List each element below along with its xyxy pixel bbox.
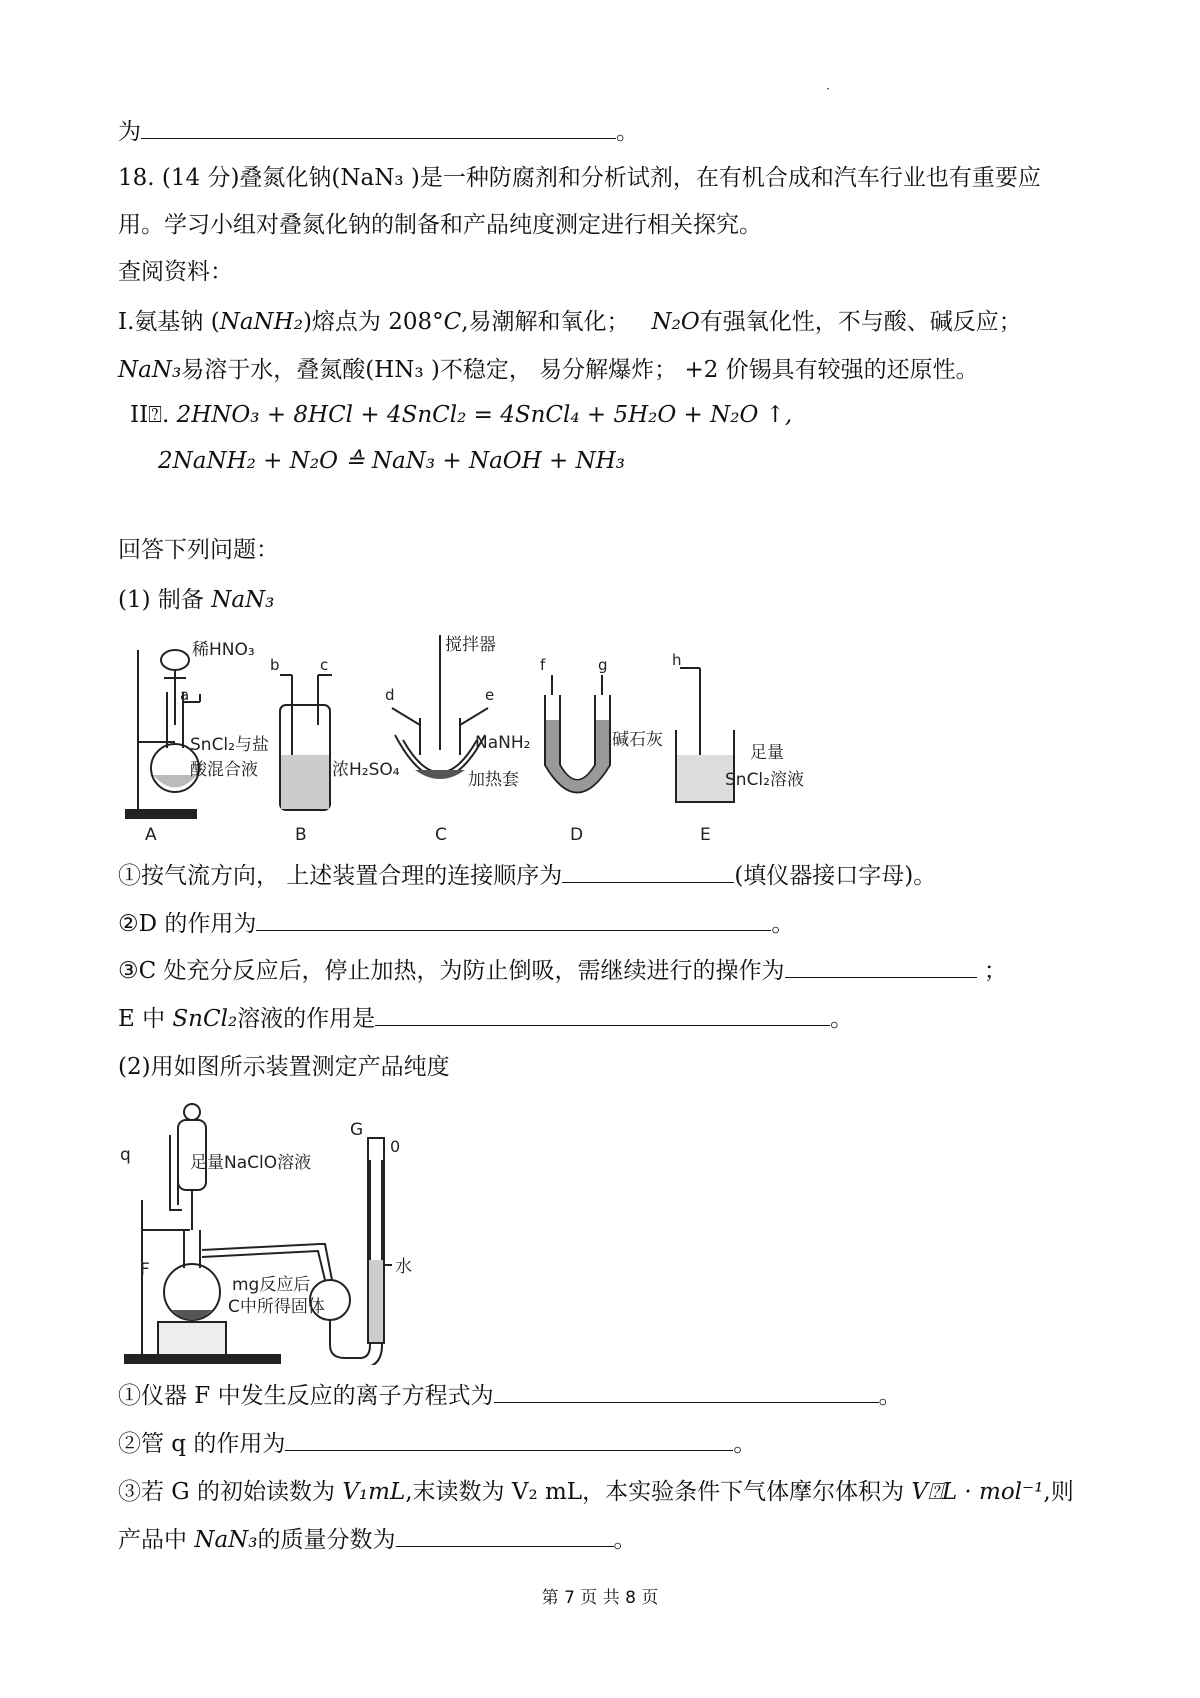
label-dilute-hno3: 稀HNO₃	[192, 640, 255, 660]
label-B: B	[295, 825, 307, 845]
part-2-question-3-line2: 产品中 NaN₃的质量分数为 。	[118, 1524, 637, 1555]
answer-blank-mass-fraction[interactable]	[396, 1524, 614, 1547]
port-e: e	[485, 686, 495, 704]
answer-prompt: 回答下列问题：	[118, 537, 279, 563]
label-solid-2: C中所得固体	[228, 1297, 325, 1317]
part-1-heading: (1) 制备 NaN₃	[118, 587, 275, 613]
part-1-question-2: ②D 的作用为 。	[118, 908, 794, 939]
label-naclo-solution: 足量NaClO溶液	[190, 1153, 312, 1173]
reference-item-2-eq2: 2NaNH₂ + N₂O ≙ NaN₃ + NaOH + NH₃	[158, 448, 625, 474]
purity-apparatus-figure	[120, 1100, 480, 1365]
answer-blank-ionic-equation[interactable]	[494, 1380, 879, 1403]
label-excess: 足量	[750, 743, 784, 763]
reference-item-1-line2: NaN₃易溶于水，叠氮酸(HN₃ )不稳定， 易分解爆炸； +2 价锡具有较强的还原性。	[118, 357, 979, 383]
answer-blank-connection-order[interactable]	[562, 860, 734, 883]
answer-blank-d-role[interactable]	[256, 908, 771, 931]
label-solid-1: mg反应后	[232, 1275, 311, 1295]
answer-blank-tube-q-role[interactable]	[285, 1428, 733, 1451]
port-h: h	[672, 651, 682, 669]
port-g: g	[598, 656, 608, 674]
reference-item-2-eq1: II⍰. 2HNO₃ + 8HCl + 4SnCl₂ = 4SnCl₄ + 5H₂O + N₂O ↑,	[130, 402, 793, 428]
part-1-question-1: ①按气流方向， 上述装置合理的连接顺序为 (填仪器接口字母)。	[118, 860, 936, 891]
port-a: a	[180, 686, 190, 704]
label-F: F	[140, 1260, 150, 1280]
label-E: E	[700, 825, 711, 845]
label-A: A	[145, 825, 157, 845]
part-1-question-3: ③C 处充分反应后，停止加热，为防止倒吸，需继续进行的操作为 ；	[118, 955, 1007, 986]
label-heating-mantle: 加热套	[468, 770, 519, 790]
label-G: G	[350, 1120, 364, 1140]
part-1-question-4: E 中 SnCl₂溶液的作用是 。	[118, 1003, 853, 1034]
answer-blank-sncl2-role[interactable]	[375, 1003, 830, 1026]
page-number-footer: 第 7 页 共 8 页	[541, 1588, 659, 1608]
port-f: f	[540, 656, 546, 674]
label-sncl2-mix-2: 酸混合液	[190, 760, 258, 780]
stray-dot: ·	[826, 82, 830, 96]
label-sncl2-solution: SnCl₂溶液	[725, 770, 804, 790]
label-conc-h2so4: 浓H₂SO₄	[332, 760, 400, 780]
preparation-apparatus-figure	[120, 630, 900, 845]
question-18-stem-line1: 18. (14 分)叠氮化钠(NaN₃ )是一种防腐剂和分析试剂，在有机合成和汽车行业也有重要应	[118, 165, 1041, 191]
label-sncl2-mix-1: SnCl₂与盐	[190, 735, 269, 755]
label-water: 水	[395, 1257, 412, 1277]
part-2-heading: (2)用如图所示装置测定产品纯度	[118, 1054, 450, 1080]
part-2-question-3-line1: ③若 G 的初始读数为 V₁mL,末读数为 V₂ mL，本实验条件下气体摩尔体积为 V⍰L · mol⁻¹,则	[118, 1479, 1074, 1505]
port-d: d	[385, 686, 395, 704]
answer-blank[interactable]	[141, 116, 616, 139]
previous-question-tail: 为 。	[118, 116, 639, 147]
label-soda-lime: 碱石灰	[612, 730, 663, 750]
port-b: b	[270, 656, 280, 674]
part-2-question-1: ①仪器 F 中发生反应的离子方程式为 。	[118, 1380, 902, 1411]
label-D: D	[570, 825, 584, 845]
reference-title: 查阅资料：	[118, 259, 233, 285]
label-stirrer: 搅拌器	[445, 635, 496, 655]
label-nanh2: NaNH₂	[475, 733, 531, 753]
answer-blank-anti-suckback[interactable]	[785, 955, 977, 978]
part-2-question-2: ②管 q 的作用为 。	[118, 1428, 756, 1459]
reference-item-1-line1: I.氨基钠 (NaNH₂)熔点为 208°C,易潮解和氧化； N₂O有强氧化性，不与酸、碱反应；	[118, 309, 1022, 335]
label-tube-q: q	[120, 1145, 131, 1165]
question-18-stem-line2: 用。学习小组对叠氮化钠的制备和产品纯度测定进行相关探究。	[118, 212, 762, 238]
label-zero: 0	[390, 1137, 401, 1156]
port-c: c	[320, 656, 329, 674]
label-C: C	[435, 825, 447, 845]
